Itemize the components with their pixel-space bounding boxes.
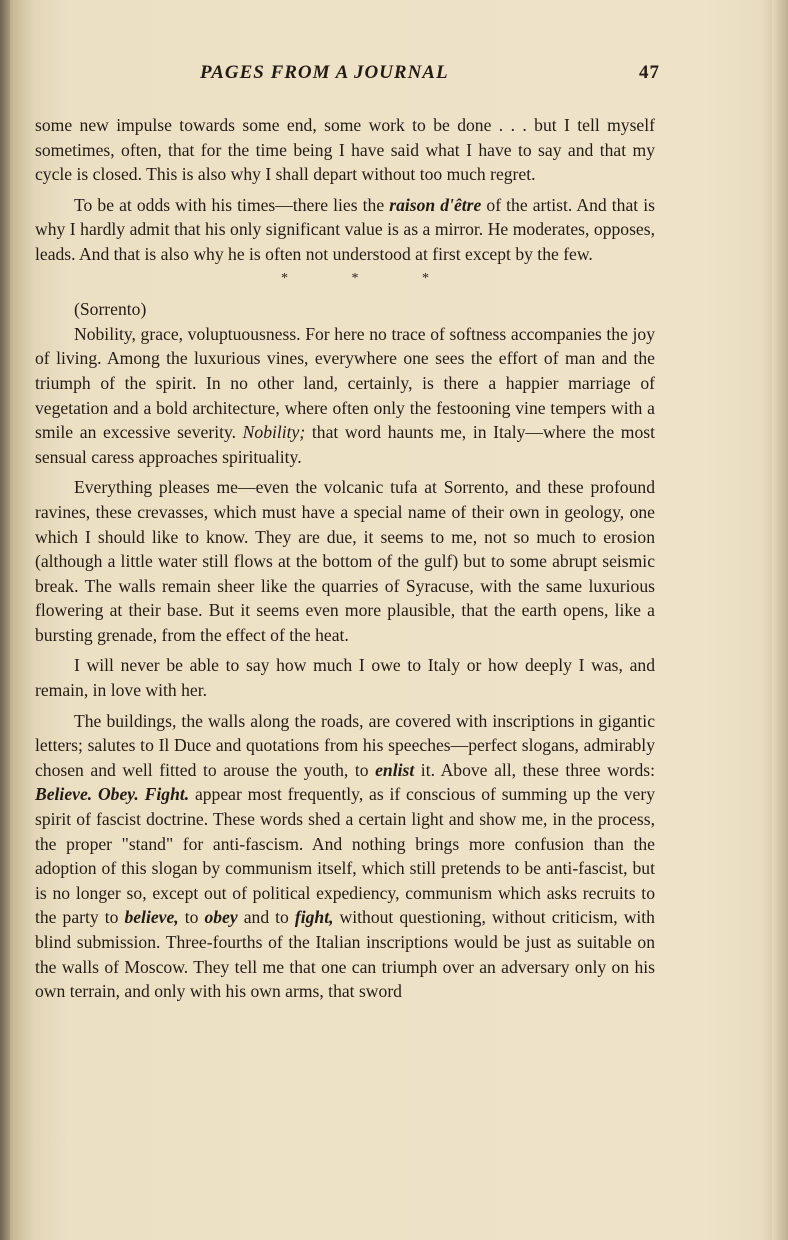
emphasis-enlist: enlist <box>375 759 415 780</box>
emphasis-fight-2: fight, <box>294 907 334 928</box>
emphasis-obey-2: obey <box>204 907 238 928</box>
paragraph-inscriptions: The buildings, the walls along the roads, are covered with inscriptions in gigantic letters; salutes to Il Duce and quotations from his speeches—perfect slogans, admirably chosen and well fitted to arouse the youth, to enlist it. Above all, these three words: Believe. Obey. Fight. appear most frequently, as if conscious of summing up the very spirit of fascist doctrine. These words shed a certain light and show me, in the process, the proper "stand" for anti-fascism. And nothing brings more confusion than the adoption of this slogan by communism itself, which still pretends to be anti-fascist, but is no longer so, except out of political expediency, communism which asks recruits to the party to believe, to obey and to fight, without questioning, without criticism, with blind submission. Three-fourths of the Italian inscriptions would be just as suitable on the walls of Moscow. They tell me that one can triumph over an adversary only on his own terrain, and only with his own arms, that sword <box>35 710 655 1002</box>
paragraph-continuation: some new impulse towards some end, some work to be done . . . but I tell myself sometimes, often, that for the time being I have said what I have to say and that my cycle is closed. This is also why I shall depart without too much regret. <box>35 115 655 185</box>
emphasis-obey-fight: Obey. Fight. <box>97 784 190 805</box>
emphasis-believe-2: believe, <box>124 907 179 928</box>
running-title: PAGES FROM A JOURNAL <box>200 62 449 83</box>
paragraph-tufa: Everything pleases me—even the volcanic tufa at Sorrento, and these profound ravines, these crevasses, which must have a special name of their own in geology, one which I should like to know. They are due, it seems to me, not so much to erosion (although a little water still flows at the bottom of the gulf) but to some abrupt seismic break. The walls remain sheer like the quarries of Syracuse, with the same luxurious flowering at their base. But it seems even more plausible, that the earth opens, like a bursting grenade, from the effect of the heat. <box>35 477 655 645</box>
emphasis-believe: Believe. <box>35 784 93 805</box>
running-header <box>40 62 660 86</box>
paragraph-love-italy: I will never be able to say how much I owe to Italy or how deeply I was, and remain, in love with her. <box>35 655 655 701</box>
place-heading: (Sorrento) <box>74 299 147 320</box>
page-edge <box>772 0 788 1240</box>
emphasis-nobility: Nobility; <box>242 422 306 443</box>
page-body <box>35 113 655 1004</box>
paragraph-nobility: Nobility, grace, voluptuousness. For here no trace of softness accompanies the joy of living. Among the luxurious vines, everywhere one sees the effort of man and the triumph of the spirit. In no other land, certainly, is there a happier marriage of vegetation and a bold architecture, where often only the festooning vine tempers with a smile an excessive severity. Nobility; that word haunts me, in Italy—where the most sensual caress approaches spirituality. <box>35 323 655 467</box>
paragraph-artist: To be at odds with his times—there lies the raison d'être of the artist. And that is why I hardly admit that his only significant value is as a mirror. He moderates, opposes, leads. And that is also why he is often not understood at first except by the few. <box>35 194 655 264</box>
page-number: 47 <box>639 62 660 83</box>
book-spine-shadow <box>0 0 10 1240</box>
emphasis-raison-detre: raison d'être <box>389 194 482 215</box>
section-separator: * * * <box>281 270 429 286</box>
